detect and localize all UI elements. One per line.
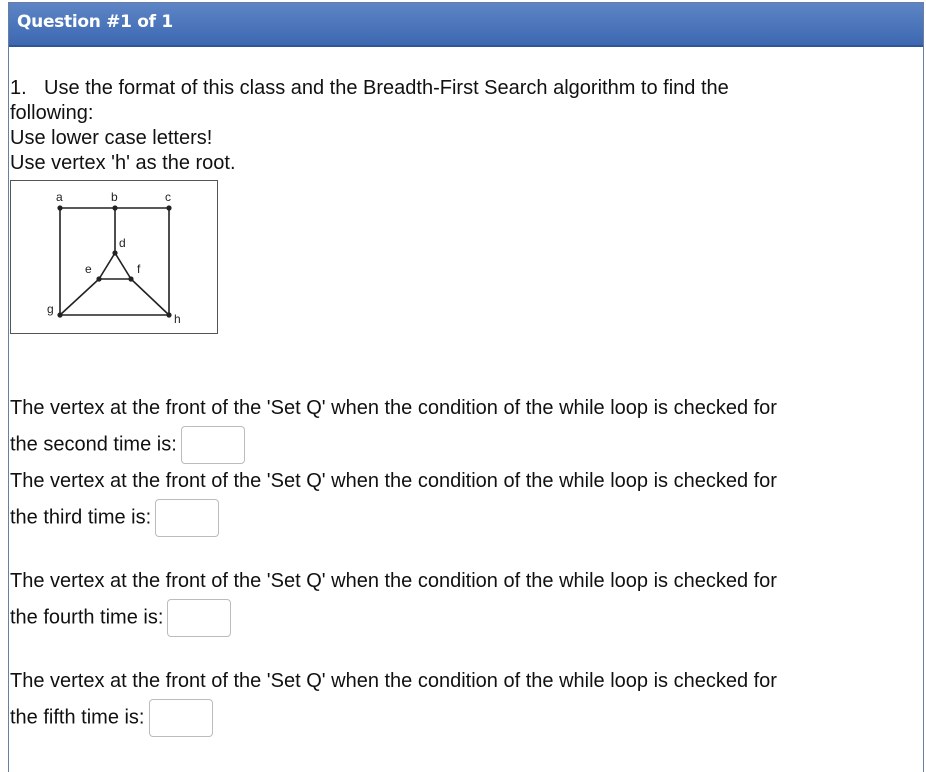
question-text: the third time is: [10,506,152,529]
question-item [10,663,900,737]
vertex-a [57,205,62,210]
question-text: the second time is: [10,433,177,456]
answer-input-second[interactable] [181,426,245,464]
question-text: The vertex at the front of the 'Set Q' when the condition of the while loop is checked for [10,670,777,692]
edge-e-g [60,279,99,315]
question-item [10,463,900,537]
prompt-line-2: following: [10,102,94,124]
edge-d-f [115,253,131,279]
vertex-b [112,205,117,210]
question-title: Question #1 of 1 [17,12,173,32]
prompt-line-3: Use lower case letters! [10,127,213,149]
vertex-label-h: h [174,312,181,326]
vertex-label-b: b [111,190,118,204]
question-prompt [10,76,890,176]
question-item [10,563,900,637]
vertex-d [112,250,117,255]
question-text: The vertex at the front of the 'Set Q' when the condition of the while loop is checked for [10,470,777,492]
answer-input-third[interactable] [155,499,219,537]
vertex-e [96,276,101,281]
question-number: 1. [10,77,27,99]
question-text: The vertex at the front of the 'Set Q' when the condition of the while loop is checked for [10,397,777,419]
vertex-label-f: f [137,262,141,276]
prompt-line-1: Use the format of this class and the Breadth-First Search algorithm to find the [44,77,729,99]
vertex-c [166,205,171,210]
vertex-label-e: e [85,262,92,276]
vertex-label-a: a [56,190,63,204]
graph-diagram [11,181,219,335]
question-text: the fourth time is: [10,606,164,629]
vertex-h [166,312,171,317]
answer-input-fourth[interactable] [167,599,231,637]
edge-f-h [131,279,169,315]
answer-input-fifth[interactable] [149,699,213,737]
vertex-g [57,312,62,317]
vertex-label-g: g [47,302,54,316]
vertex-label-c: c [165,190,171,204]
question-header [9,3,923,47]
question-text: The vertex at the front of the 'Set Q' when the condition of the while loop is checked for [10,570,777,592]
graph-figure [10,180,218,334]
vertex-label-d: d [119,236,126,250]
prompt-line-4: Use vertex 'h' as the root. [10,152,236,174]
edge-d-e [99,253,115,279]
question-text: the fifth time is: [10,706,145,729]
vertex-f [128,276,133,281]
question-item [10,390,900,464]
